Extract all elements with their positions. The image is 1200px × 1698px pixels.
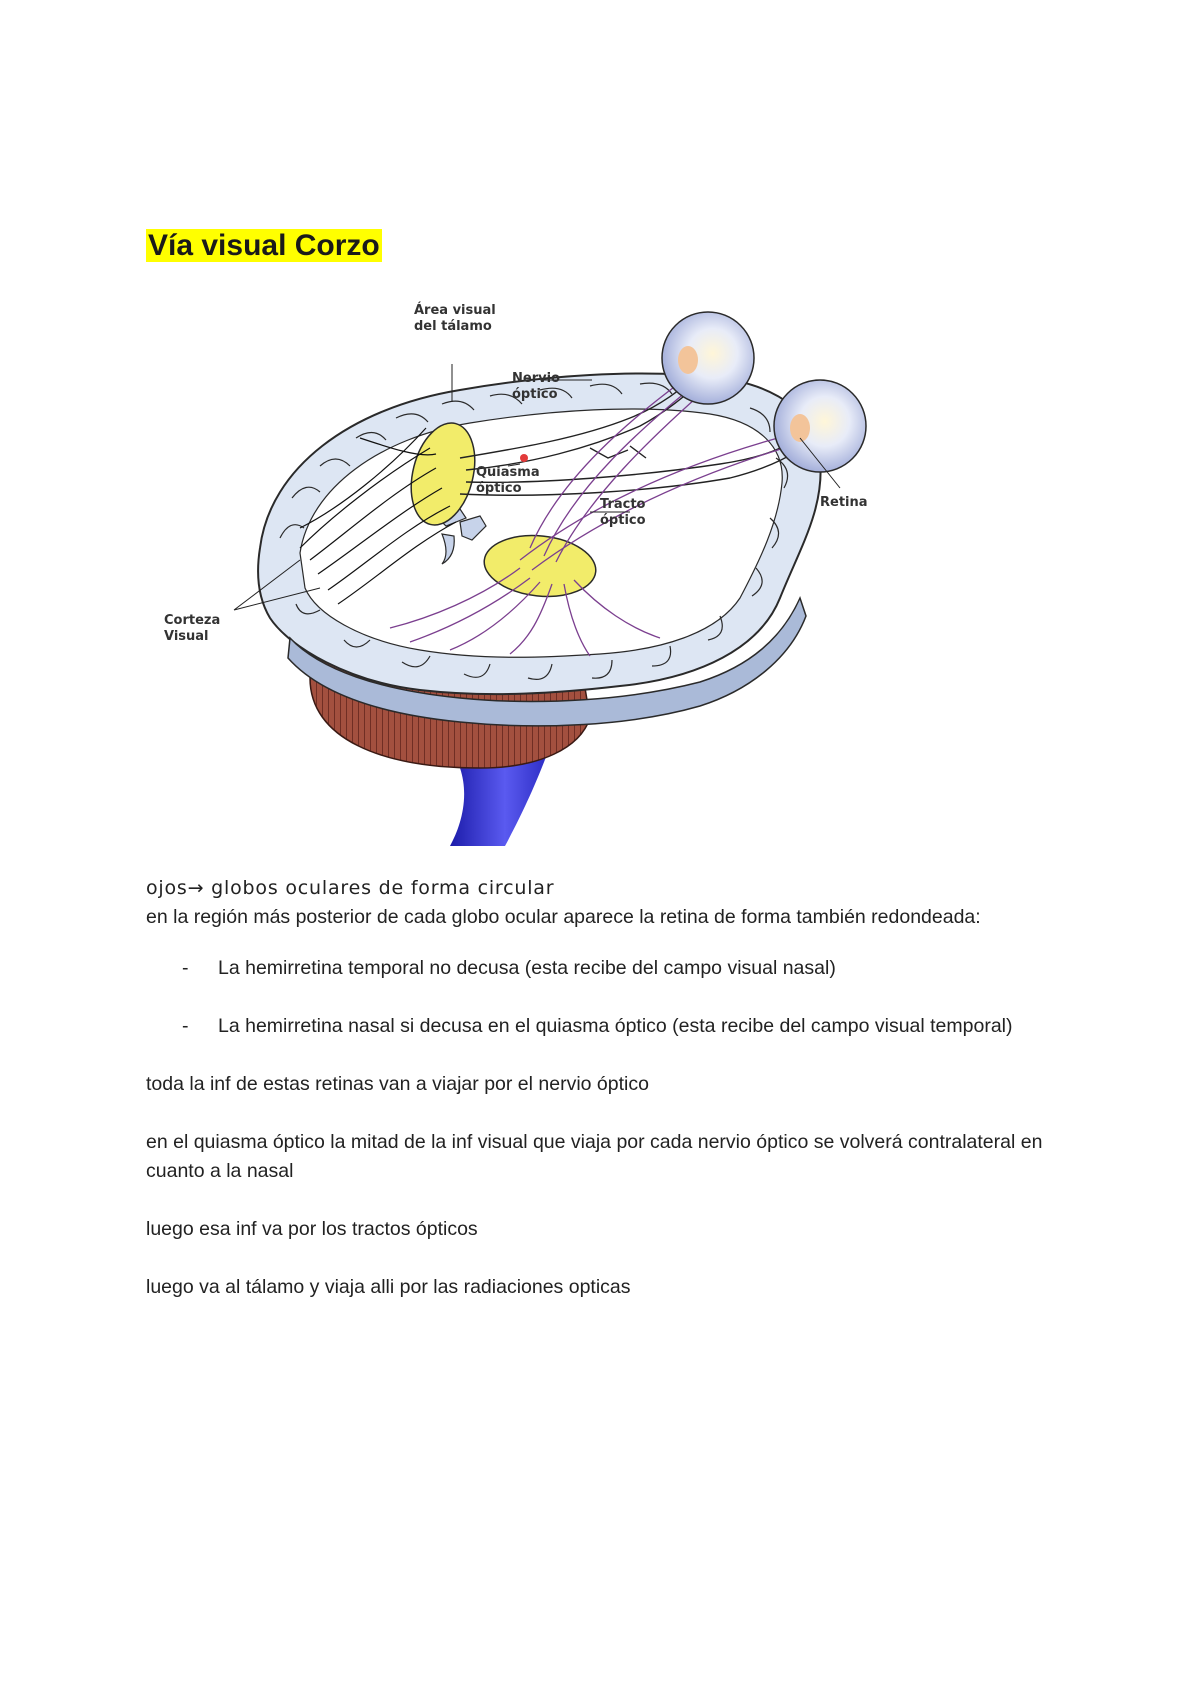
label-retina: Retina xyxy=(820,495,868,510)
list-item xyxy=(146,1012,1046,1041)
label-tracto-1: Tracto xyxy=(600,497,646,512)
eye-upper xyxy=(662,312,754,404)
label-area-visual-2: del tálamo xyxy=(414,319,492,334)
label-quiasma-2: óptico xyxy=(476,481,522,496)
list-item-text: La hemirretina temporal no decusa (esta recibe del campo visual nasal) xyxy=(218,957,836,979)
label-quiasma-1: Quiasma xyxy=(476,465,540,480)
page-title xyxy=(146,226,382,266)
list-item xyxy=(146,954,1046,983)
bullet-dash: - xyxy=(182,1015,189,1037)
paragraph: luego va al tálamo y viaja alli por las radiaciones opticas xyxy=(146,1276,631,1298)
retina-description: en la región más posterior de cada globo ocular aparece la retina de forma también redondeada: xyxy=(146,906,981,928)
paragraph: en el quiasma óptico la mitad de la inf visual que viaja por cada nervio óptico se volverá contralateral en cuanto a la nasal xyxy=(146,1131,1043,1182)
chiasm-marker xyxy=(520,454,528,462)
paragraph: luego esa inf va por los tractos ópticos xyxy=(146,1218,478,1240)
label-corteza-2: Visual xyxy=(164,629,209,644)
document-body xyxy=(146,874,1046,1302)
list-item-text: La hemirretina nasal si decusa en el quiasma óptico (esta recibe del campo visual temporal) xyxy=(218,1015,1013,1037)
diagram-svg xyxy=(160,298,936,846)
title-highlight: Vía visual Corzo xyxy=(148,229,380,262)
eye-lower xyxy=(774,380,866,472)
intro-line: ojos→ globos oculares de forma circular xyxy=(146,877,555,899)
label-nervio-2: óptico xyxy=(512,387,558,402)
label-tracto-2: óptico xyxy=(600,513,646,528)
visual-pathway-diagram xyxy=(160,298,936,846)
label-area-visual-1: Área visual xyxy=(414,303,496,318)
label-nervio-1: Nervio xyxy=(512,371,560,386)
paragraph: toda la inf de estas retinas van a viajar por el nervio óptico xyxy=(146,1073,649,1095)
label-corteza-1: Corteza xyxy=(164,613,221,628)
bullet-dash: - xyxy=(182,957,189,979)
hemiretina-list xyxy=(146,954,1046,1041)
